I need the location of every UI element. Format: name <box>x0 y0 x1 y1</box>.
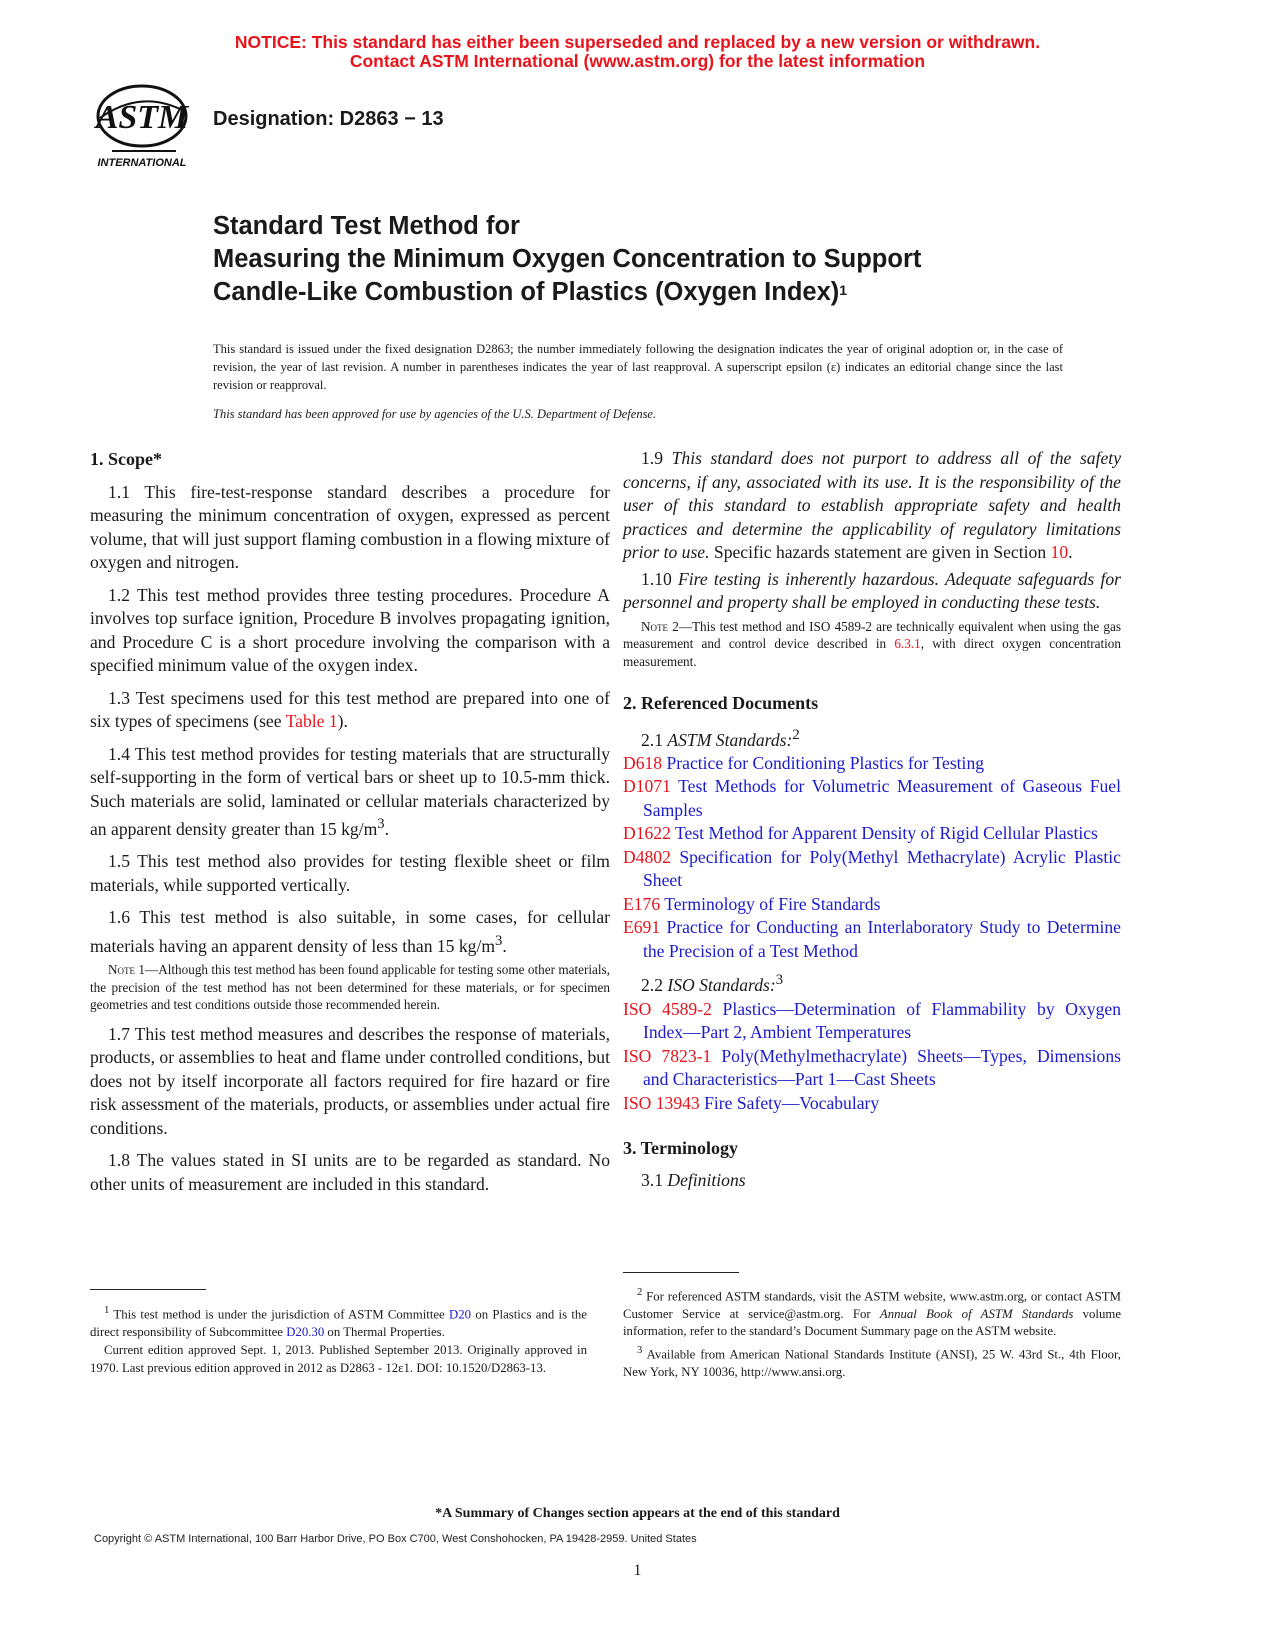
para-1-8: 1.8 The values stated in SI units are to be regarded as standard. No other units of measurement are included in this standard. <box>90 1150 610 1194</box>
committee-d20-link[interactable]: D20 <box>449 1307 472 1322</box>
reference-title[interactable]: Fire Safety—Vocabulary <box>699 1092 880 1113</box>
issued-statement: This standard is issued under the fixed designation D2863; the number immediately following the designation indicates the year of original adoption or, in the case of revision, the year of last revision. A number in parentheses indicates the year of last reapproval. A superscript epsilon (ε) indicates an editorial change since the last revision or reapproval. <box>213 342 1063 392</box>
astm-reference-list <box>623 752 1121 964</box>
reference-title[interactable]: Terminology of Fire Standards <box>660 893 881 914</box>
note-2: Note 2—This test method and ISO 4589-2 are technically equivalent when using the gas measurement and control device described in 6.3.1, with direct oxygen concentration measurement. <box>623 618 1121 669</box>
svg-text:ASTM: ASTM <box>95 99 189 136</box>
reference-item[interactable] <box>623 775 1121 822</box>
title-line-1: Standard Test Method for <box>213 212 520 240</box>
footnote-divider-left <box>90 1289 206 1290</box>
reference-title[interactable]: Poly(Methylmethacrylate) Sheets—Types, Dimensions and Characteristics—Part 1—Cast Sheets <box>643 1045 1121 1090</box>
terminology-heading: 3. Terminology <box>623 1138 739 1159</box>
astm-standards-label: 2.1 ASTM Standards:$^2$ <box>641 726 800 750</box>
page-number: 1 <box>633 1562 642 1579</box>
footnotes-right <box>623 1284 1121 1382</box>
reference-code[interactable]: ISO 4589-2 <box>623 998 712 1019</box>
reference-item[interactable] <box>623 916 1121 963</box>
reference-item[interactable] <box>623 846 1121 893</box>
subcommittee-d20-30-link[interactable]: D20.30 <box>286 1324 325 1339</box>
right-column <box>623 447 1121 1192</box>
referenced-documents-heading: 2. Referenced Documents <box>623 693 819 713</box>
footnotes-left <box>90 1302 587 1378</box>
iso-reference-list <box>623 998 1121 1116</box>
designation: Designation: D2863 − 13 <box>213 108 444 130</box>
reference-title[interactable]: Practice for Conditioning Plastics for Testing <box>662 752 985 773</box>
scope-heading: 1. Scope* <box>90 449 162 469</box>
reference-item[interactable] <box>623 1045 1121 1092</box>
document-title <box>213 210 1113 309</box>
copyright: Copyright © ASTM International, 100 Barr Harbor Drive, PO Box C700, West Conshohocken, PA 19428-2959. United States <box>94 1533 697 1545</box>
reference-item[interactable] <box>623 1092 1121 1116</box>
table-1-link[interactable]: Table 1 <box>285 711 338 731</box>
reference-code[interactable]: D1071 <box>623 776 671 797</box>
iso-standards-label: 2.2 ISO Standards:$^3$ <box>641 972 784 996</box>
reference-code[interactable]: D4802 <box>623 846 671 867</box>
title-line-3: Candle-Like Combustion of Plastics (Oxygen Index)$^1$ <box>213 278 848 306</box>
footnote-1-edition: Current edition approved Sept. 1, 2013. Published September 2013. Originally approved in 1970. Last previous edition approved in 2012 as D2863 - 12ε1. DOI: 10.1520/D2863-13. <box>90 1343 587 1375</box>
reference-item[interactable] <box>623 822 1121 846</box>
reference-code[interactable]: D618 <box>623 752 663 773</box>
para-1-9: 1.9 This standard does not purport to address all of the safety concerns, if any, associated with its use. It is the responsibility of the user of this standard to establish appropriate safety and health practices and determine the applicability of regulatory limitations prior to use. Specific hazards statement are given in Section 10. <box>623 448 1122 562</box>
reference-code[interactable]: E176 <box>623 893 661 914</box>
title-line-2: Measuring the Minimum Oxygen Concentration to Support <box>213 245 922 273</box>
reference-code[interactable]: E691 <box>623 917 661 938</box>
reference-item[interactable] <box>623 893 1121 917</box>
approved-statement: This standard has been approved for use by agencies of the U.S. Department of Defense. <box>213 407 657 421</box>
para-3-1: 3.1 Definitions <box>641 1169 746 1190</box>
reference-code[interactable]: D1622 <box>623 823 671 844</box>
note-1: Note 1—Although this test method has been found applicable for testing some other materials, the precision of the test method has not been determined for these materials, or for specimen geometries and test conditions outside those recommended herein. <box>90 962 610 1013</box>
astm-logo <box>92 82 196 174</box>
footnote-3: $^3$ Available from American National Standards Institute (ANSI), 25 W. 43rd St., 4th Floor, New York, NY 10036, http://www.ansi.org. <box>623 1344 1121 1379</box>
reference-code[interactable]: ISO 13943 <box>623 1092 700 1113</box>
para-1-3: 1.3 Test specimens used for this test method are prepared into one of six types of specimens (see Table 1). <box>90 687 610 731</box>
summary-of-changes-note: *A Summary of Changes section appears at the end of this standard <box>435 1506 840 1521</box>
para-1-6: 1.6 This test method is also suitable, in some cases, for cellular materials having an apparent density of less than 15 $kg/m^3$. <box>90 907 610 956</box>
reference-item[interactable] <box>623 998 1121 1045</box>
footnote-2: $^2$ For referenced ASTM standards, visit the ASTM website, www.astm.org, or contact ASTM Customer Service at service@astm.org. For Annual Book of ASTM Standards volume information, refer to the standard’s Document Summary page on the ASTM website. <box>623 1287 1122 1339</box>
para-1-10: 1.10 Fire testing is inherently hazardous. Adequate safeguards for personnel and property shall be employed in conducting these tests. <box>623 568 1122 612</box>
section-10-link[interactable]: 10 <box>1050 542 1069 562</box>
svg-text:INTERNATIONAL: INTERNATIONAL <box>97 157 187 169</box>
left-column <box>90 448 610 1196</box>
footnote-divider-right <box>623 1272 739 1273</box>
notice-line-1: NOTICE: This standard has either been superseded and replaced by a new version or withdrawn. <box>234 32 1041 52</box>
para-1-2: 1.2 This test method provides three testing procedures. Procedure A involves top surface ignition, Procedure B involves propagating ignition, and Procedure C is a short procedure involving the comparison with a specified minimum value of the oxygen index. <box>90 584 610 675</box>
reference-title[interactable]: Test Methods for Volumetric Measurement of Gaseous Fuel Samples <box>643 776 1121 820</box>
para-1-4: 1.4 This test method provides for testing materials that are structurally self-supporting in the form of vertical bars or sheet up to 10.5-mm thick. Such materials are solid, laminated or cellular materials characterized by an apparent density greater than 15 $kg/m^3$. <box>90 743 610 839</box>
reference-title[interactable]: Specification for Poly(Methyl Methacrylate) Acrylic Plastic Sheet <box>643 846 1121 891</box>
para-1-7: 1.7 This test method measures and describes the response of materials, products, or assemblies to heat and flame under controlled conditions, but does not by itself incorporate all factors required for fire hazard or fire risk assessment of the materials, products, or assemblies under actual fire conditions. <box>90 1023 610 1138</box>
section-6-3-1-link[interactable]: 6.3.1 <box>894 636 921 651</box>
reference-title[interactable]: Test Method for Apparent Density of Rigid Cellular Plastics <box>670 823 1098 844</box>
reference-code[interactable]: ISO 7823-1 <box>623 1045 712 1066</box>
reference-title[interactable]: Practice for Conducting an Interlaboratory Study to Determine the Precision of a Test Method <box>643 917 1121 961</box>
notice-line-2: Contact ASTM International (www.astm.org) for the latest information <box>349 51 926 71</box>
footnote-1: $^1$ This test method is under the jurisdiction of ASTM Committee D20 on Plastics and is the direct responsibility of Subcommittee D20.30 on Thermal Properties. <box>90 1305 587 1339</box>
reference-item[interactable] <box>623 752 1121 776</box>
para-1-5: 1.5 This test method also provides for testing flexible sheet or film materials, while supported vertically. <box>90 851 610 895</box>
reference-title[interactable]: Plastics—Determination of Flammability by Oxygen Index—Part 2, Ambient Temperatures <box>643 998 1121 1043</box>
para-1-1: 1.1 This fire-test-response standard describes a procedure for measuring the minimum concentration of oxygen, expressed as percent volume, that will just support flaming combustion in a flowing mixture of oxygen and nitrogen. <box>90 481 610 572</box>
